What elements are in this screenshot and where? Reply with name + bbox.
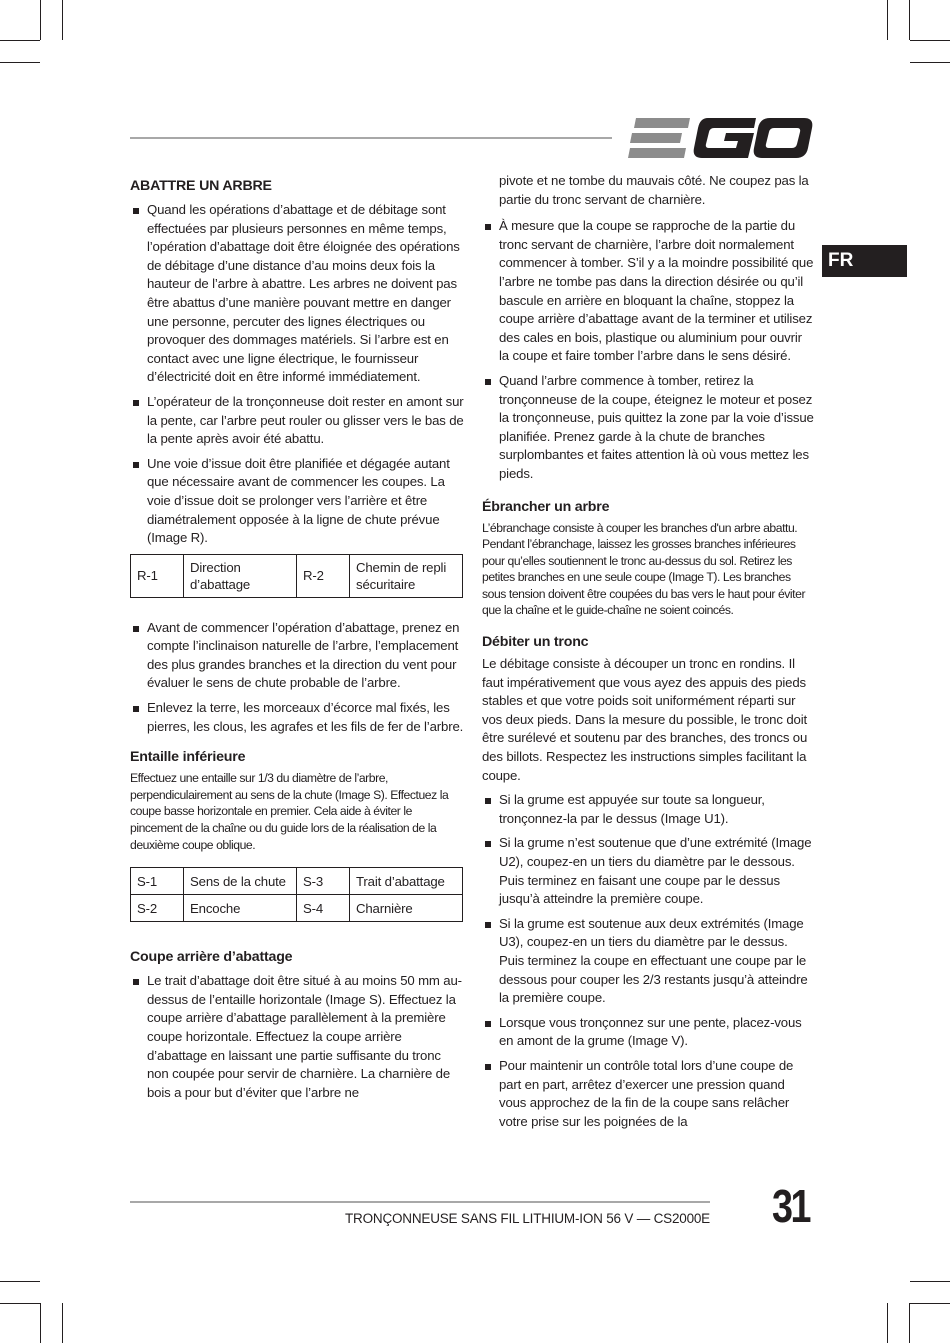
crop-mark — [0, 1281, 40, 1282]
bullet-square-icon — [133, 979, 139, 985]
ego-logo — [628, 116, 814, 160]
list-item-text: Lorsque vous tronçonnez sur une pente, placez-vous en amont de la grume (Image V). — [499, 1014, 802, 1049]
list-item — [482, 1014, 814, 1051]
crop-mark — [910, 62, 950, 63]
table-row — [131, 895, 463, 922]
section-title: Coupe arrière d’abattage — [130, 949, 293, 966]
legend-table-s — [130, 867, 463, 922]
bullet-list — [130, 619, 465, 737]
header-rule — [130, 137, 612, 139]
bullet-square-icon — [133, 400, 139, 406]
paragraph: Effectuez une entaille sur 1/3 du diamètre de l’arbre, perpendiculairement au sens de la chute (Image S). Effectuez la coupe basse horizontale en premier. Cela aide à éviter le pincement de la chaîne ou du guide lors de la réalisation de la deuxième coupe oblique. — [130, 771, 449, 852]
list-item-text: Le trait d’abattage doit être situé à au moins 50 mm au-dessus de l’entaille horizontale (Image S). Effectuez la coupe arrière d’abattage parallèlement à la première coupe horizontale. Effectuez la coupe arrière d’abattage en laissant une partie suffisante du tronc non coupée pour servir de charnière. La charnière de bois a pour but d’éviter que l’arbre ne — [147, 973, 462, 1100]
language-tab: FR — [822, 245, 907, 277]
bullet-list — [130, 201, 465, 548]
page-number: 31 — [772, 1180, 810, 1232]
bullet-square-icon — [133, 706, 139, 712]
bullet-square-icon — [485, 798, 491, 804]
crop-mark — [0, 40, 40, 41]
list-item-text: Une voie d’issue doit être planifiée et dégagée autant que nécessaire avant de commencer les coupes. La voie d’issue doit se prolonger vers l’arrière et être diamétralement opposée à la ligne de chute prévue (Image R). — [147, 455, 450, 546]
table-cell: R-1 — [131, 554, 184, 597]
crop-mark — [40, 0, 41, 40]
crop-mark — [910, 40, 950, 41]
table-cell: Direction d’abattage — [184, 554, 297, 597]
section-title: Entaille inférieure — [130, 749, 246, 766]
crop-mark — [40, 1303, 41, 1343]
section-title: ABATTRE UN ARBRE — [130, 178, 272, 194]
crop-mark — [0, 62, 40, 63]
list-item-text: Enlevez la terre, les morceaux d’écorce mal fixés, les pierres, les clous, les agrafes et les fils de fer de l’arbre. — [147, 700, 464, 734]
list-item — [482, 791, 814, 828]
list-item-text: Avant de commencer l’opération d’abattage, prenez en compte l’inclinaison naturelle de l’arbre, l’emplacement des plus grandes branches et la direction du vent pour évaluer le sens de chute probable de l’arbre. — [147, 619, 460, 691]
table-cell: Chemin de repli sécuritaire — [350, 554, 463, 597]
crop-mark — [887, 0, 888, 40]
crop-mark — [910, 1303, 950, 1304]
legend-table-r — [130, 554, 463, 598]
crop-mark — [62, 0, 63, 40]
list-item — [482, 915, 814, 1008]
list-item — [130, 393, 465, 449]
table-cell: Trait d’abattage — [350, 868, 463, 895]
bullet-square-icon — [485, 224, 491, 230]
list-item-text: Quand l’arbre commence à tomber, retirez la tronçonneuse de la coupe, éteignez le moteur et posez la tronçonneuse, puis quittez la zone par la voie d’issue planifiée. Prenez garde à la chute de branches surplombantes et faites attention là où vous mettez les pieds. — [499, 372, 814, 481]
list-item-text: L’opérateur de la tronçonneuse doit rester en amont sur la pente, car l’arbre peut rouler ou glisser vers le bas de la pente après avoir été abattu. — [147, 393, 464, 447]
bullet-square-icon — [485, 841, 491, 847]
table-row — [131, 554, 463, 597]
bullet-square-icon — [485, 1021, 491, 1027]
left-column — [130, 172, 465, 1108]
table-cell: S-3 — [297, 868, 350, 895]
bullet-square-icon — [485, 379, 491, 385]
list-item — [130, 972, 465, 1102]
list-item-text: À mesure que la coupe se rapproche de la partie du tronc servant de charnière, l’arbre doit normalement commencer à tomber. S’il y a la moindre possibilité que l’arbre ne tombe pas dans la direction désirée ou qu’il bascule en arrière en bloquant la chaîne, stoppez la coupe arrière d’abattage avant de la terminer et utilisez des cales en bois, plastique ou aluminium pour ouvrir la coupe et faire tomber l’arbre dans le sens désiré. — [499, 218, 814, 364]
footer-title: TRONÇONNEUSE SANS FIL LITHIUM-ION 56 V — CS2000E — [345, 1211, 710, 1226]
table-cell: Charnière — [350, 895, 463, 922]
list-item — [482, 217, 814, 366]
crop-mark — [887, 1303, 888, 1343]
bullet-square-icon — [485, 1064, 491, 1070]
table-cell: S-4 — [297, 895, 350, 922]
list-item-text: Si la grume est appuyée sur toute sa longueur, tronçonnez-la par le dessus (Image U1). — [499, 792, 765, 826]
list-item — [482, 1057, 814, 1131]
bullet-list — [130, 972, 465, 1102]
bullet-list — [482, 791, 814, 1131]
list-item-text: Quand les opérations d’abattage et de débitage sont effectuées par plusieurs personnes en même temps, l’opération d’abattage doit être éloignée des opérations de débitage d’une distance d’au moins deux fois la hauteur de l’arbre à abattre. Les arbres ne doivent pas être abattus d’une manière pouvant mettre en danger une personne, percuter des lignes électriques ou provoquer des dommages matériels. Si l’arbre est en contact avec une ligne électrique, le fournisseur d’électricité doit en être informé immédiatement. — [147, 202, 460, 385]
section-title: Débiter un tronc — [482, 634, 589, 651]
crop-mark — [910, 1281, 950, 1282]
table-cell: R-2 — [297, 554, 350, 597]
paragraph: L’ébranchage consiste à couper les branches d'un arbre abattu. Pendant l’ébranchage, laissez les grosses branches inférieures pour qu’elles soutiennent le tronc au-dessus du sol. Retirez les petites branches en une seule coupe (Image T). Les branches sous tension doivent être coupées du bas vers le haut pour éviter que la chaîne et le guide-chaîne ne soient coincés. — [482, 520, 806, 618]
footer-rule — [130, 1201, 710, 1203]
bullet-square-icon — [133, 462, 139, 468]
section-title: Ébrancher un arbre — [482, 498, 610, 515]
list-item-text: Si la grume est soutenue aux deux extrémités (Image U3), coupez-en un tiers du diamètre par le dessus. Puis terminez la coupe en effectuant une coupe par le dessous pour couper les 2/3 restants jusqu’à atteindre la première coupe. — [499, 915, 808, 1006]
list-item — [482, 834, 814, 908]
list-item-text: Si la grume n’est soutenue que d’une extrémité (Image U2), coupez-en un tiers du diamètre par le dessous. Puis terminez en faisant une coupe par le dessus jusqu’à atteindre la première coupe. — [499, 835, 812, 907]
table-cell: Encoche — [184, 895, 297, 922]
bullet-square-icon — [133, 626, 139, 632]
list-item — [130, 455, 465, 548]
paragraph: Le débitage consiste à découper un tronc en rondins. Il faut impérativement que vous ayez des appuis des pieds stables et que votre poids soit uniformément réparti sur vos deux pieds. Dans la mesure du possible, le tronc doit être surélevé et soutenu par des branches, des troncs ou des billots. Respectez les instructions simples facilitant la coupe. — [482, 656, 808, 783]
table-cell: S-2 — [131, 895, 184, 922]
right-column — [482, 172, 814, 1137]
bullet-square-icon — [133, 208, 139, 214]
list-item-text: Pour maintenir un contrôle total lors d’une coupe de part en part, arrêtez d’exercer une pression quand vous approchez de la fin de la coupe sans relâcher votre prise sur les poignées de la — [499, 1057, 794, 1129]
crop-mark — [909, 1303, 910, 1343]
table-row — [131, 868, 463, 895]
list-item — [130, 619, 465, 693]
bullet-square-icon — [485, 922, 491, 928]
paragraph: pivote et ne tombe du mauvais côté. Ne coupez pas la partie du tronc servant de charnière. — [499, 173, 809, 207]
crop-mark — [62, 1303, 63, 1343]
crop-mark — [0, 1303, 40, 1304]
list-item — [130, 201, 465, 387]
table-cell: S-1 — [131, 868, 184, 895]
list-item — [130, 699, 465, 736]
table-cell: Sens de la chute — [184, 868, 297, 895]
list-item — [482, 372, 814, 484]
bullet-list — [482, 217, 814, 483]
crop-mark — [909, 0, 910, 40]
